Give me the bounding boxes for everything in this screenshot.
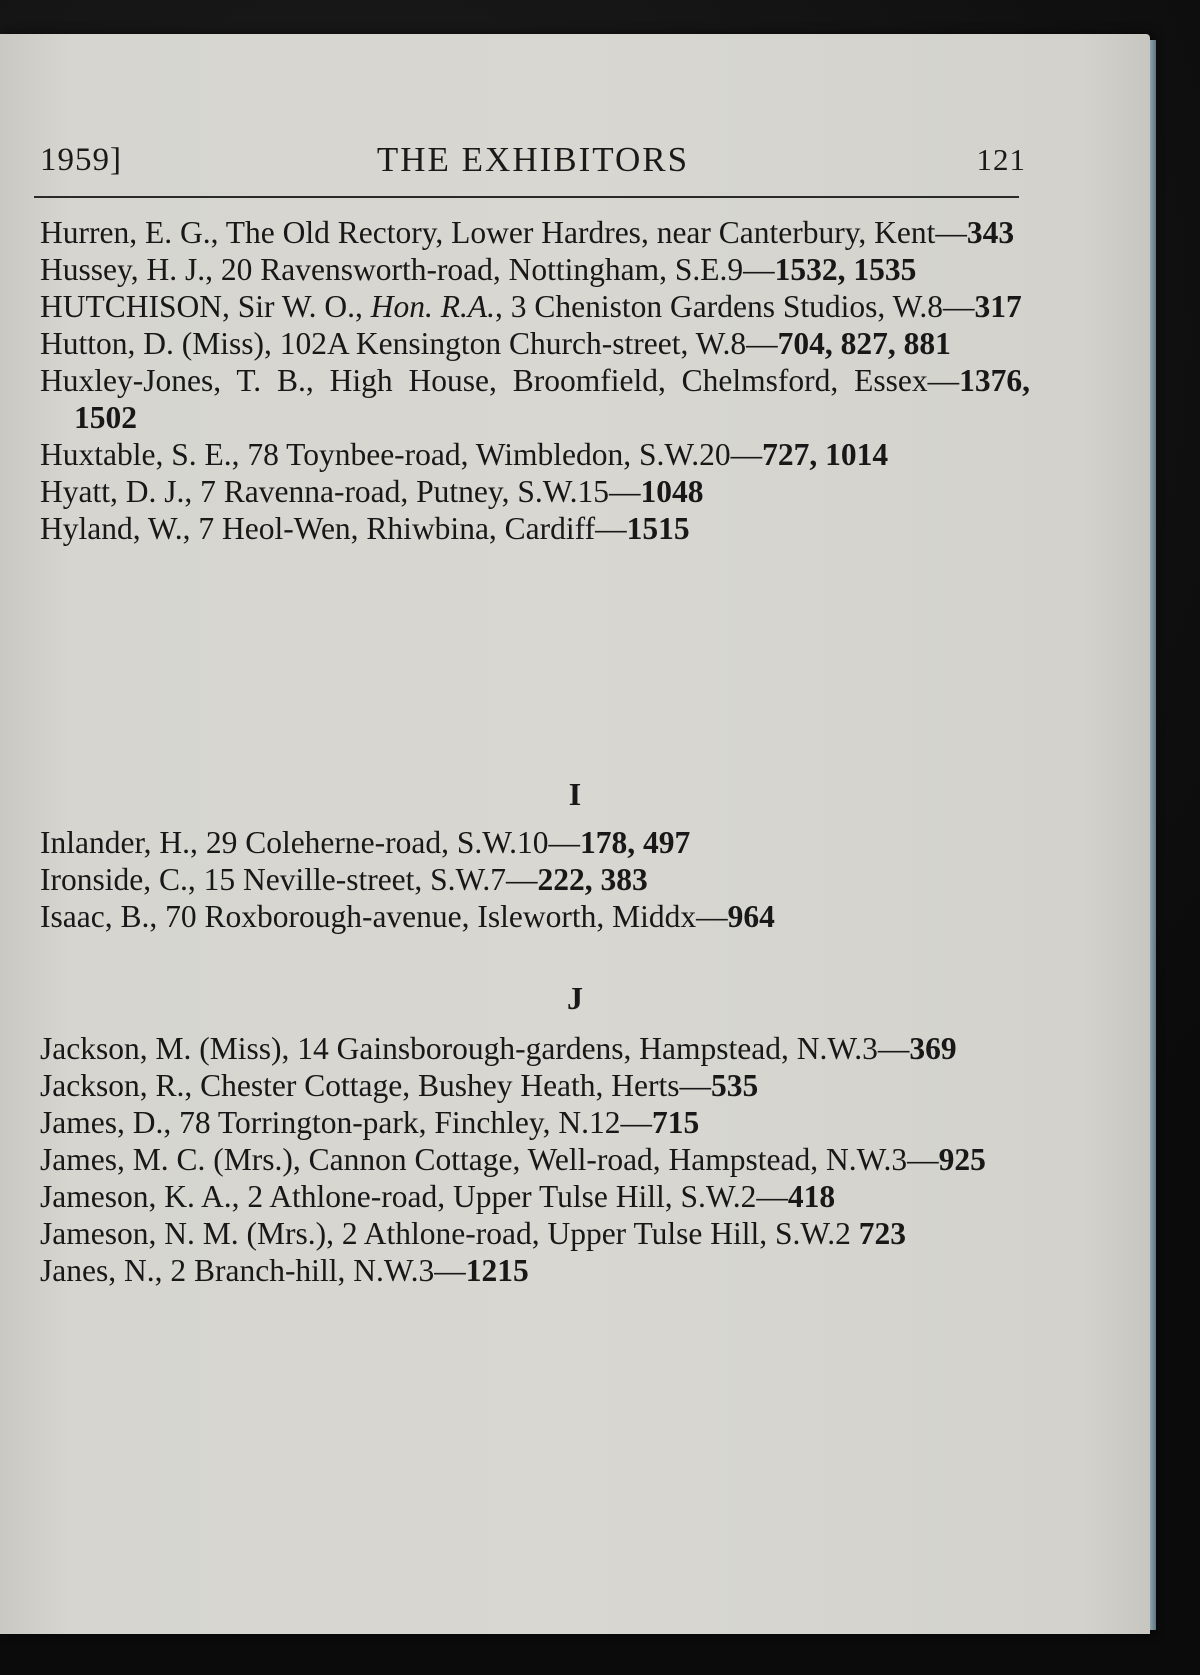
running-header — [40, 136, 1026, 186]
exhibitor-entry: Inlander, H., 29 Coleherne-road, S.W.10—178, 497 — [40, 825, 691, 860]
section-h-entries — [40, 214, 1030, 547]
header-title: THE EXHIBITORS — [376, 140, 690, 179]
section-letter-i: I — [568, 776, 582, 812]
exhibitor-entry: Hussey, H. J., 20 Ravensworth-road, Nottingham, S.E.9—1532, 1535 — [40, 252, 917, 287]
exhibitor-entry: Huxtable, S. E., 78 Toynbee-road, Wimbledon, S.W.20—727, 1014 — [40, 437, 889, 472]
exhibitor-entry: Janes, N., 2 Branch-hill, N.W.3—1215 — [40, 1253, 529, 1288]
exhibitor-entry: HUTCHISON, Sir W. O., Hon. R.A., 3 Cheniston Gardens Studios, W.8—317 — [40, 289, 1022, 324]
exhibitor-entry: James, M. C. (Mrs.), Cannon Cottage, Well-road, Hampstead, N.W.3—925 — [40, 1142, 986, 1177]
exhibitor-entry: Hyatt, D. J., 7 Ravenna-road, Putney, S.W.15—1048 — [40, 474, 704, 509]
exhibitor-entry: Hurren, E. G., The Old Rectory, Lower Hardres, near Canterbury, Kent—343 — [40, 215, 1015, 250]
page-number: 121 — [976, 142, 1026, 177]
exhibitor-entry: Jameson, N. M. (Mrs.), 2 Athlone-road, Upper Tulse Hill, S.W.2 723 — [40, 1216, 906, 1251]
exhibitor-entry: Huxley-Jones, T. B., High House, Broomfield, Chelmsford, Essex—1376, 1502 — [40, 363, 1030, 435]
exhibitor-entry: Hutton, D. (Miss), 102A Kensington Church-street, W.8—704, 827, 881 — [40, 326, 951, 361]
exhibitor-entry: Jameson, K. A., 2 Athlone-road, Upper Tulse Hill, S.W.2—418 — [40, 1179, 836, 1214]
exhibitor-entry: Ironside, C., 15 Neville-street, S.W.7—222, 383 — [40, 862, 648, 897]
header-year: 1959] — [40, 142, 122, 178]
exhibitor-entry: Jackson, R., Chester Cottage, Bushey Heath, Herts—535 — [40, 1068, 759, 1103]
page-edge — [1150, 40, 1156, 1630]
section-j-entries — [40, 1030, 1030, 1289]
exhibitor-entry: Jackson, M. (Miss), 14 Gainsborough-gardens, Hampstead, N.W.3—369 — [40, 1031, 957, 1066]
section-letter-j: J — [567, 980, 583, 1016]
header-rule — [34, 196, 1019, 198]
section-i-entries — [40, 824, 1030, 935]
exhibitor-entry: James, D., 78 Torrington-park, Finchley, N.12—715 — [40, 1105, 700, 1140]
exhibitor-entry: Hyland, W., 7 Heol-Wen, Rhiwbina, Cardiff—1515 — [40, 511, 690, 546]
exhibitor-entry: Isaac, B., 70 Roxborough-avenue, Isleworth, Middx—964 — [40, 899, 775, 934]
